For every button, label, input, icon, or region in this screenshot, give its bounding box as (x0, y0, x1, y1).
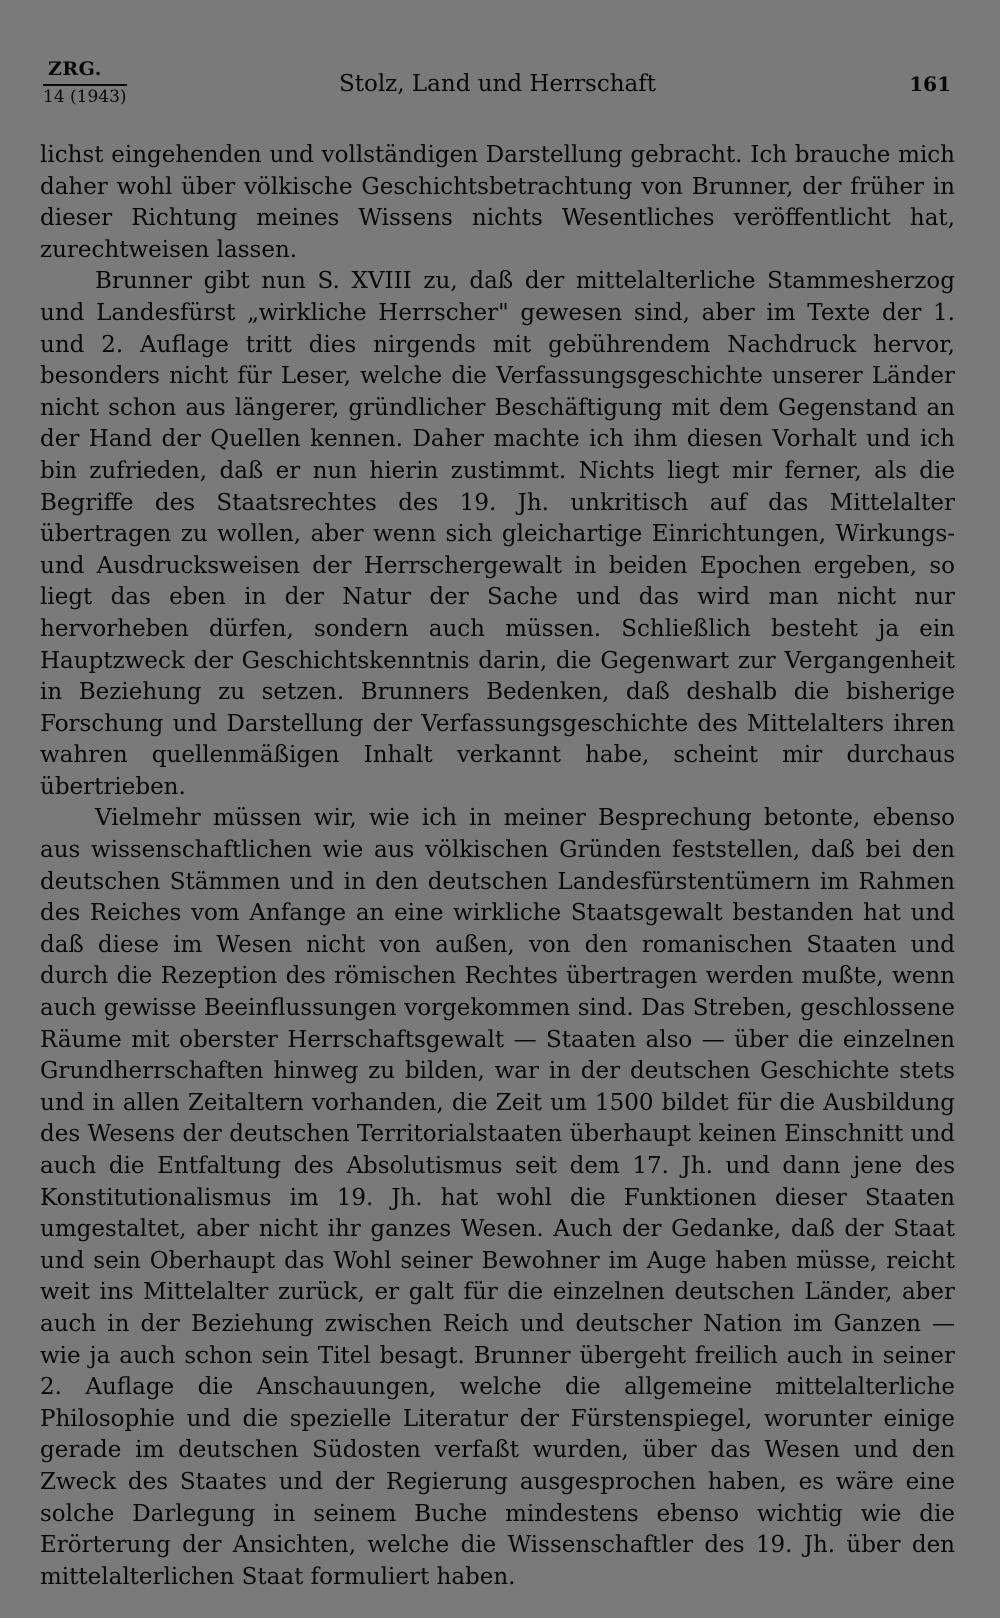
body-text (40, 140, 955, 1593)
journal-volume: 14 (1943) (43, 84, 127, 107)
journal-abbreviation: ZRG. (48, 58, 102, 80)
paragraph-continuation: lichst eingehenden und vollständigen Darstellung gebracht. Ich brauche mich daher wohl über völkische Geschichtsbetrachtung von Brunner, der früher in dieser Richtung meines Wissens nichts Wesentliches veröffentlicht hat, zurechtweisen lassen. (40, 142, 955, 263)
page-header (40, 58, 955, 118)
page-number: 161 (909, 72, 951, 96)
running-title: Stolz, Land und Herrschaft (338, 71, 657, 97)
paragraph: Brunner gibt nun S. XVIII zu, daß der mittelalterliche Stammesherzog und Landesfürst „wirkliche Herrscher" gewesen sind, aber im Texte der 1. und 2. Auflage tritt dies nirgends mit gebührendem Nachdruck hervor, besonders nicht für Leser, welche die Verfassungsgeschichte unserer Länder nicht schon aus längerer, gründlicher Beschäftigung mit dem Gegenstand an der Hand der Quellen kennen. Daher machte ich ihm diesen Vorhalt und ich bin zufrieden, daß er nun hierin zustimmt. Nichts liegt mir ferner, als die Begriffe des Staatsrechtes des 19. Jh. unkritisch auf das Mittelalter übertragen zu wollen, aber wenn sich gleichartige Einrichtungen, Wirkungs- und Ausdrucksweisen der Herrschergewalt in beiden Epochen ergeben, so liegt das eben in der Natur der Sache und das wird man nicht nur hervorheben dürfen, sondern auch müssen. Schließlich besteht ja ein Hauptzweck der Geschichtskenntnis darin, die Gegenwart zur Vergangenheit in Beziehung zu setzen. Brunners Bedenken, daß deshalb die bisherige Forschung und Darstellung der Verfassungsgeschichte des Mittelalters ihren wahren quellenmäßigen Inhalt verkannt habe, scheint mir durchaus übertrieben. (40, 268, 955, 800)
paragraph: Vielmehr müssen wir, wie ich in meiner Besprechung betonte, ebenso aus wissenschaftlichen wie aus völkischen Gründen feststellen, daß bei den deutschen Stämmen und in den deutschen Landesfürstentümern im Rahmen des Reiches vom Anfange an eine wirkliche Staatsgewalt bestanden hat und daß diese im Wesen nicht von außen, von den romanischen Staaten und durch die Rezeption des römischen Rechtes übertragen werden mußte, wenn auch gewisse Beeinflussungen vorgekommen sind. Das Streben, geschlossene Räume mit oberster Herrschaftsgewalt — Staaten also — über die einzelnen Grundherrschaften hinweg zu bilden, war in der deutschen Geschichte stets und in allen Zeitaltern vorhanden, die Zeit um 1500 bildet für die Ausbildung des Wesens der deutschen Territorialstaaten überhaupt keinen Einschnitt und auch die Entfaltung des Absolutismus seit dem 17. Jh. und dann jene des Konstitutionalismus im 19. Jh. hat wohl die Funktionen dieser Staaten umgestaltet, aber nicht ihr ganzes Wesen. Auch der Gedanke, daß der Staat und sein Oberhaupt das Wohl seiner Bewohner im Auge haben müsse, reicht weit ins Mittelalter zurück, er galt für die einzelnen deutschen Länder, aber auch in der Beziehung zwischen Reich und deutscher Nation im Ganzen — wie ja auch schon sein Titel besagt. Brunner übergeht freilich auch in seiner 2. Auflage die Anschauungen, welche die allgemeine mittelalterliche Philosophie und die spezielle Literatur der Fürstenspiegel, worunter einige gerade im deutschen Südosten verfaßt wurden, über das Wesen und den Zweck des Staates und der Regierung ausgesprochen haben, es wäre eine solche Darlegung in seinem Buche mindestens ebenso wichtig wie die Erörterung der Ansichten, welche die Wissenschaftler des 19. Jh. über den mittelalterlichen Staat formuliert haben. (40, 805, 955, 1590)
